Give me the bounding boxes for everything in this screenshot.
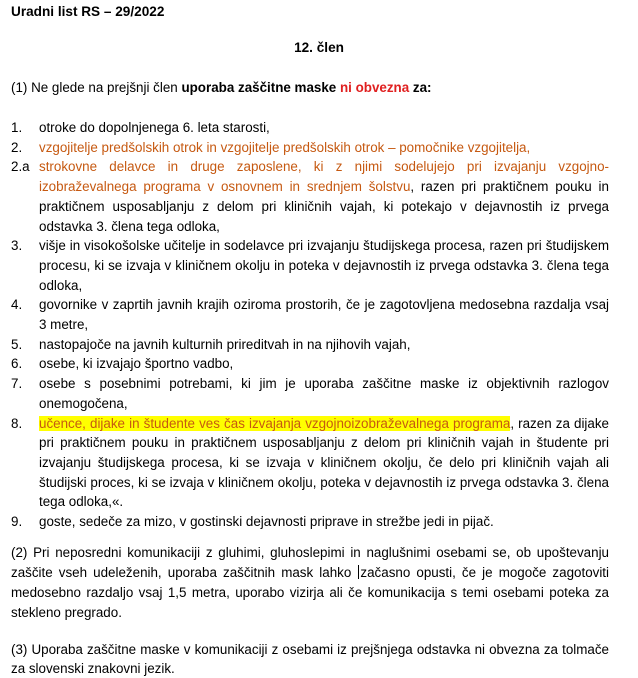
exemption-list <box>11 118 609 532</box>
highlighted-text: učence, dijake in študente ves čas izvajanja vzgojnoizobraževalnega programa <box>39 415 511 431</box>
list-item <box>11 414 609 513</box>
item-number: 9. <box>11 514 23 530</box>
article-title: 12. člen <box>294 40 344 55</box>
item-text: višje in visokošolske učitelje in sodelavce pri izvajanju študijskega procesa, razen pri študijskem procesu, ki se izvaja v kliničnem okolju in poteka v dejavnostih iz prvega odstavka 3. člena tega odloka, <box>39 238 609 293</box>
item-text: , razen pri praktičnem pouku in praktičnem usposabljanju z delom pri kliničnih vajah, ki potekajo v dejavnostih iz prvega odstavka 3. člena tega odloka, <box>39 179 609 234</box>
paragraph-2-text-a: (2) Pri neposredni komunikaciji z gluhimi, gluhoslepimi in naglušnimi osebami se, ob upoštevanju zaščite vseh udeleženih, uporaba zaščitnih mask lahko <box>11 545 609 580</box>
list-item <box>11 295 609 334</box>
intro-suffix: za: <box>409 80 432 95</box>
item-text: , razen za dijake pri praktičnem pouku in praktičnem usposabljanju z delom pri kliničnih vajah in študente pri izvajanju študijskega procesa, ki se izvaja v kliničnem okolju, če delo pri kliničnih vajah ali študijski proces, ki se izvaja v kliničnem okolju, poteka v dejavnostih iz prvega odstavka 3. člena tega odloka,«. <box>39 415 609 510</box>
list-item <box>11 354 609 374</box>
paragraph-3: (3) Uporaba zaščitne maske v komunikaciji z osebami iz prejšnjega odstavka ni obvezna za tolmače za slovenski znakovni jezik. <box>11 642 609 676</box>
item-number: 4. <box>11 297 23 313</box>
intro-red: ni obvezna <box>339 80 410 95</box>
item-text: osebe s posebnimi potrebami, ki jim je uporaba zaščitne maske iz objektivnih razlogov onemogočena, <box>39 376 609 411</box>
paragraph-2 <box>11 543 609 623</box>
gazette-header: Uradni list RS – 29/2022 <box>11 4 165 19</box>
list-item <box>11 118 609 138</box>
item-number: 7. <box>11 376 23 392</box>
list-item <box>11 138 609 158</box>
item-text: nastopajoče na javnih kulturnih prireditvah in na njihovih vajah, <box>39 336 411 352</box>
item-amended-text: vzgojitelje predšolskih otrok in vzgojitelje predšolskih otrok – pomočnike vzgojitelja, <box>39 139 531 155</box>
item-number: 2. <box>11 139 23 155</box>
item-text: osebe, ki izvajajo športno vadbo, <box>39 356 234 372</box>
paragraph-1-intro <box>11 78 609 97</box>
item-number: 8. <box>11 415 23 431</box>
intro-prefix: (1) Ne glede na prejšnji člen <box>11 80 182 95</box>
list-item <box>11 374 609 413</box>
item-text: otroke do dopolnjenega 6. leta starosti, <box>39 120 270 135</box>
item-amended-text: strokovne delavce in druge zaposlene, ki z njimi sodelujejo pri izvajanju vzgojno-izobraževalnega programa v osnovnem in srednjem šolstvu <box>39 159 609 195</box>
list-item <box>11 157 609 236</box>
item-number: 3. <box>11 238 23 254</box>
intro-bold: uporaba zaščitne maske <box>181 80 340 95</box>
item-number: 6. <box>11 356 23 372</box>
item-number: 5. <box>11 336 23 352</box>
list-item <box>11 236 609 295</box>
item-text: goste, sedeče za mizo, v gostinski dejavnosti priprave in strežbe jedi in pijač. <box>39 514 494 530</box>
list-item <box>11 335 609 355</box>
item-number: 2.a <box>11 159 30 175</box>
item-number: 1. <box>11 120 23 135</box>
list-item <box>11 512 609 532</box>
item-text: govornike v zaprtih javnih krajih oziroma prostorih, če je zagotovljena medosebna razdalja vsaj 3 metre, <box>39 297 609 333</box>
paragraph-2-text-b: začasno opusti, če je mogoče zagotoviti medosebno razdaljo vsaj 1,5 metra, uporabo vizirja ali če komunikacija s temi osebami poteka za stekleno pregrado. <box>11 565 610 620</box>
